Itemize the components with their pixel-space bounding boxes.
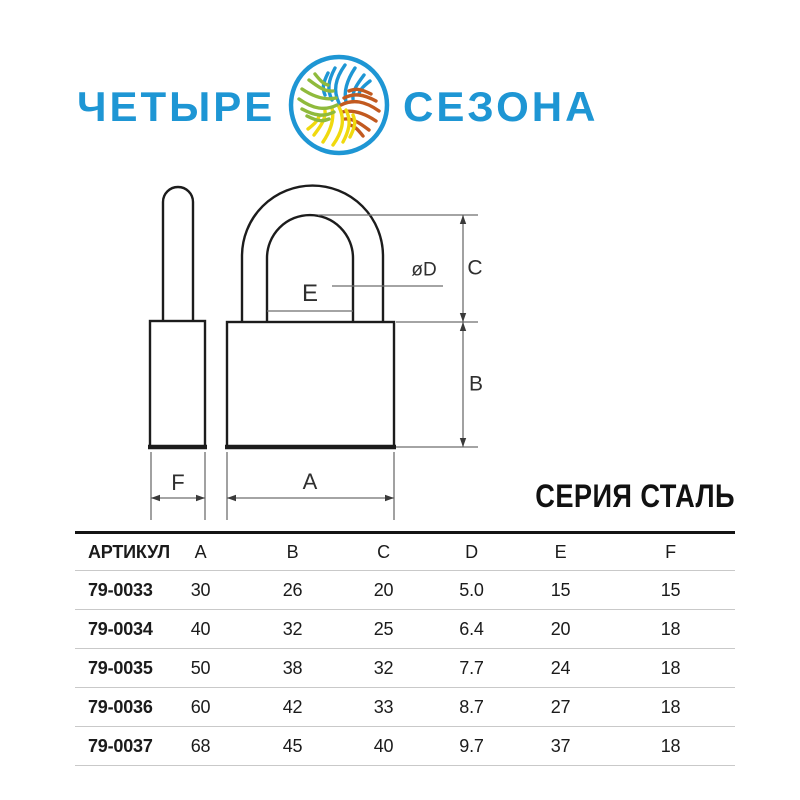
value-cell-E: 27 xyxy=(515,688,606,727)
value-cell-D: 7.7 xyxy=(428,649,515,688)
value-cell-B: 38 xyxy=(246,649,339,688)
table-body xyxy=(75,571,735,766)
value-cell-A: 30 xyxy=(155,571,246,610)
article-cell: 79-0033 xyxy=(75,571,155,610)
side-body xyxy=(150,321,205,447)
value-cell-C: 40 xyxy=(339,727,428,766)
dimension-label-A: A xyxy=(302,469,318,494)
value-cell-F: 18 xyxy=(606,610,735,649)
article-cell: 79-0036 xyxy=(75,688,155,727)
article-cell: 79-0034 xyxy=(75,610,155,649)
value-cell-B: 26 xyxy=(246,571,339,610)
series-title: СЕРИЯ СТАЛЬ xyxy=(535,478,735,514)
front-body xyxy=(227,322,394,447)
table-row xyxy=(75,688,735,727)
value-cell-A: 68 xyxy=(155,727,246,766)
dimension-label-F: F xyxy=(171,470,185,495)
value-cell-C: 20 xyxy=(339,571,428,610)
value-cell-C: 32 xyxy=(339,649,428,688)
table-row xyxy=(75,727,735,766)
value-cell-A: 60 xyxy=(155,688,246,727)
value-cell-E: 15 xyxy=(515,571,606,610)
value-cell-D: 9.7 xyxy=(428,727,515,766)
table-row xyxy=(75,571,735,610)
column-header-B: B xyxy=(246,533,339,571)
value-cell-D: 8.7 xyxy=(428,688,515,727)
padlock-front-view xyxy=(227,186,394,447)
value-cell-D: 5.0 xyxy=(428,571,515,610)
article-cell: 79-0037 xyxy=(75,727,155,766)
column-header-A: A xyxy=(155,533,246,571)
column-header-D: D xyxy=(428,533,515,571)
value-cell-F: 18 xyxy=(606,688,735,727)
column-header-F: F xyxy=(606,533,735,571)
value-cell-B: 42 xyxy=(246,688,339,727)
value-cell-B: 32 xyxy=(246,610,339,649)
value-cell-A: 50 xyxy=(155,649,246,688)
spec-table-header xyxy=(75,533,735,571)
value-cell-D: 6.4 xyxy=(428,610,515,649)
value-cell-E: 24 xyxy=(515,649,606,688)
value-cell-A: 40 xyxy=(155,610,246,649)
spec-table xyxy=(75,531,735,766)
table-row xyxy=(75,649,735,688)
article-cell: 79-0035 xyxy=(75,649,155,688)
dimension-label-D: øD xyxy=(411,259,437,281)
brand-text-right: СЕЗОНА xyxy=(403,83,599,130)
value-cell-E: 20 xyxy=(515,610,606,649)
value-cell-C: 25 xyxy=(339,610,428,649)
value-cell-F: 18 xyxy=(606,649,735,688)
dimension-label-B: B xyxy=(468,372,484,396)
dimension-label-C: C xyxy=(467,256,483,280)
value-cell-C: 33 xyxy=(339,688,428,727)
value-cell-E: 37 xyxy=(515,727,606,766)
value-cell-F: 15 xyxy=(606,571,735,610)
table-row xyxy=(75,610,735,649)
column-header-E: E xyxy=(515,533,606,571)
header-row xyxy=(75,533,735,571)
value-cell-F: 18 xyxy=(606,727,735,766)
value-cell-B: 45 xyxy=(246,727,339,766)
brand-text-left: ЧЕТЫРЕ xyxy=(77,83,276,130)
column-header-C: C xyxy=(339,533,428,571)
padlock-side-view xyxy=(150,187,205,447)
column-header-article: АРТИКУЛ xyxy=(75,533,155,571)
side-shackle-rod xyxy=(163,187,193,321)
dimension-label-E: E xyxy=(301,280,319,307)
